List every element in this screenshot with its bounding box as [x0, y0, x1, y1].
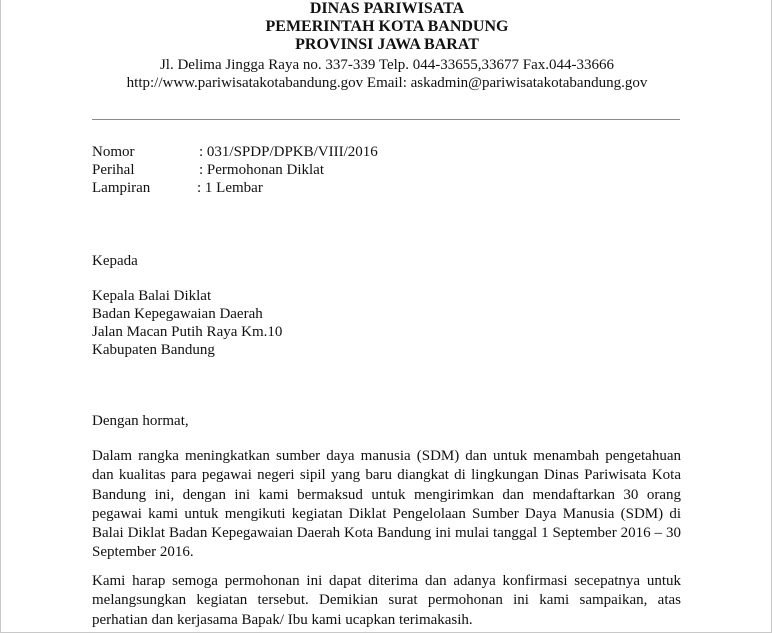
recipient-line-3: Jalan Macan Putih Raya Km.10	[92, 324, 283, 340]
letterhead-agency: DINAS PARIWISATA	[309, 0, 465, 17]
letterhead-divider	[92, 119, 680, 120]
salutation: Dengan hormat,	[92, 413, 189, 429]
recipient-line-2: Badan Kepegawaian Daerah	[92, 306, 263, 322]
nomor-label: Nomor	[92, 144, 135, 160]
recipient-line-1: Kepala Balai Diklat	[92, 288, 212, 304]
body-paragraph-2: Kami harap semoga permohonan ini dapat diterima dan adanya konfirmasi secepatnya untuk melangsungkan kegiatan tersebut. Demikian surat permohonan ini kami sampaikan, atas perhatian dan kerjasama Bapak/ Ibu kami ucapkan terimakasih.	[92, 573, 681, 628]
letterhead-address: Jl. Delima Jingga Raya no. 337-339 Telp. 044-33655,33677 Fax.044-33666	[159, 57, 615, 73]
letterhead-web-email: http://www.pariwisatakotabandung.gov Email: askadmin@pariwisatakotabandung.gov	[126, 75, 648, 91]
lampiran-value: : 1 Lembar	[197, 180, 263, 196]
letterhead	[1, 0, 772, 92]
letterhead-province: PROVINSI JAWA BARAT	[295, 36, 479, 53]
nomor-value: : 031/SPDP/DPKB/VIII/2016	[199, 144, 378, 160]
recipient-line-4: Kabupaten Bandung	[92, 342, 215, 358]
letterhead-government: PEMERINTAH KOTA BANDUNG	[265, 18, 509, 35]
body-paragraph-1: Dalam rangka meningkatkan sumber daya manusia (SDM) dan untuk menambah pengetahuan dan kualitas para pegawai negeri sipil yang baru diangkat di lingkungan Dinas Pariwisata Kota Bandung ini, dengan ini kami bermaksud untuk mengirimkan dan mendaftarkan 30 orang pegawai kami untuk mengikuti kegiatan Diklat Pengelolaan Sumber Daya Manusia (SDM) di Balai Diklat Badan Kepegawaian Daerah Kota Bandung ini mulai tanggal 1 September 2016 – 30 September 2016.	[92, 448, 681, 561]
perihal-label: Perihal	[92, 162, 135, 178]
perihal-value: : Permohonan Diklat	[199, 162, 324, 178]
recipient-kepada: Kepada	[92, 253, 138, 269]
lampiran-label: Lampiran	[92, 180, 151, 196]
